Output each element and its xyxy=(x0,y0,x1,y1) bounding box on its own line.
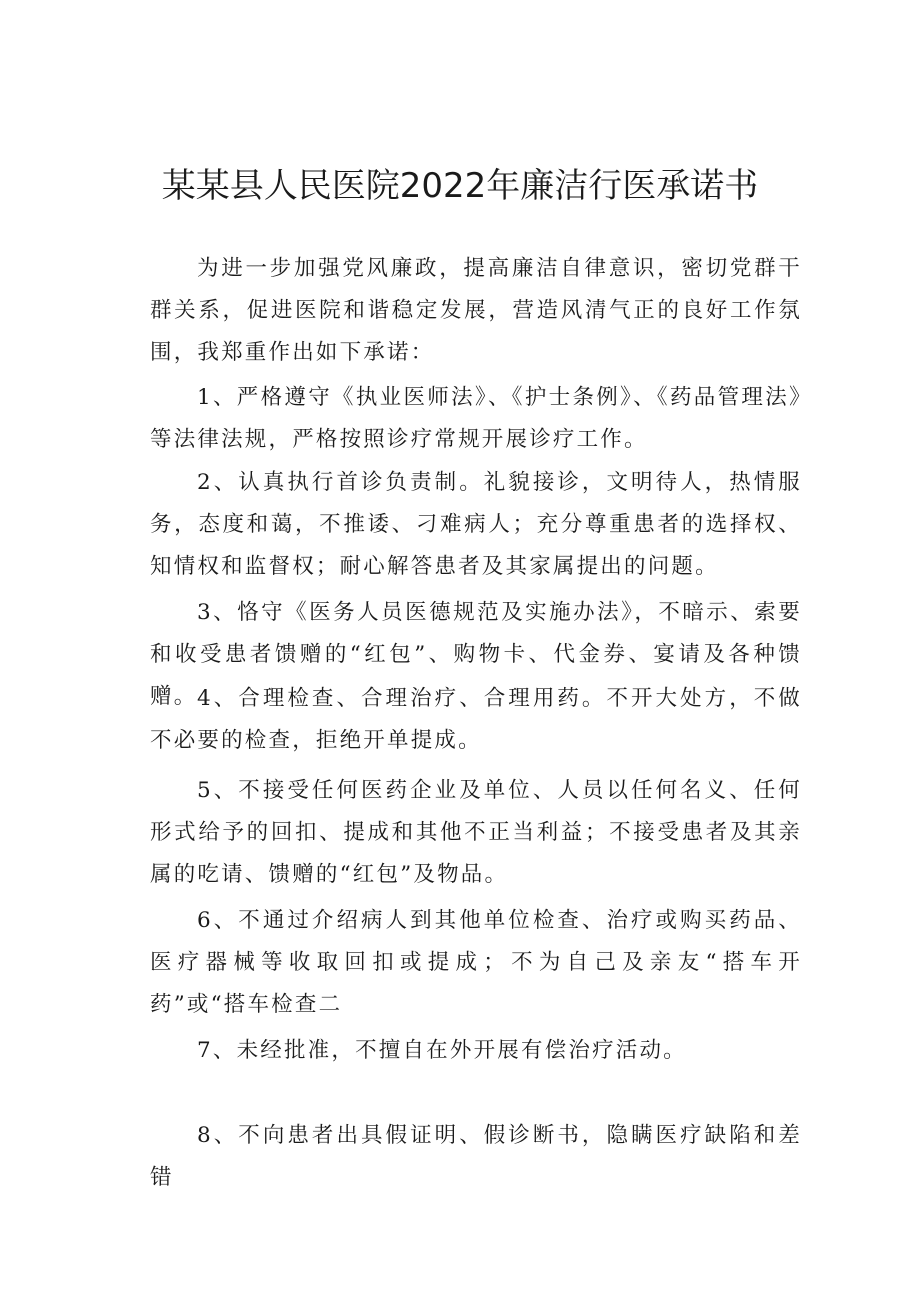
commitment-item-6: 6、不通过介绍病人到其他单位检查、治疗或购买药品、医疗器械等收取回扣或提成；不为自己及亲友“搭车开药”或“搭车检查二 xyxy=(150,908,802,1017)
commitment-item-4: 4、合理检查、合理治疗、合理用药。不开大处方，不做不必要的检查，拒绝开单提成。 xyxy=(150,686,802,753)
commitment-item-7: 7、未经批准，不擅自在外开展有偿治疗活动。 xyxy=(197,1038,687,1063)
commitment-item-5: 5、不接受任何医药企业及单位、人员以任何名义、任何形式给予的回扣、提成和其他不正当利益；不接受患者及其亲属的吃请、馈赠的“红包”及物品。 xyxy=(150,778,802,887)
document-title: 某某县人民医院2022年廉洁行医承诺书 xyxy=(161,166,759,206)
commitment-item-2: 2、认真执行首诊负责制。礼貌接诊，文明待人，热情服务，态度和蔼，不推诿、刁难病人；充分尊重患者的选择权、知情权和监督权；耐心解答患者及其家属提出的问题。 xyxy=(150,470,802,579)
commitment-item-1: 1、严格遵守《执业医师法》、《护士条例》、《药品管理法》等法律法规，严格按照诊疗常规开展诊疗工作。 xyxy=(150,385,802,452)
intro-paragraph: 为进一步加强党风廉政，提高廉洁自律意识，密切党群干群关系，促进医院和谐稳定发展，营造风清气正的良好工作氛围，我郑重作出如下承诺： xyxy=(150,256,802,365)
commitment-item-8: 8、不向患者出具假证明、假诊断书，隐瞒医疗缺陷和差错 xyxy=(150,1123,802,1190)
commitment-item-3: 3、恪守《医务人员医德规范及实施办法》，不暗示、索要和收受患者馈赠的“红包”、购物卡、代金券、宴请及各种馈赠。 xyxy=(150,600,802,709)
